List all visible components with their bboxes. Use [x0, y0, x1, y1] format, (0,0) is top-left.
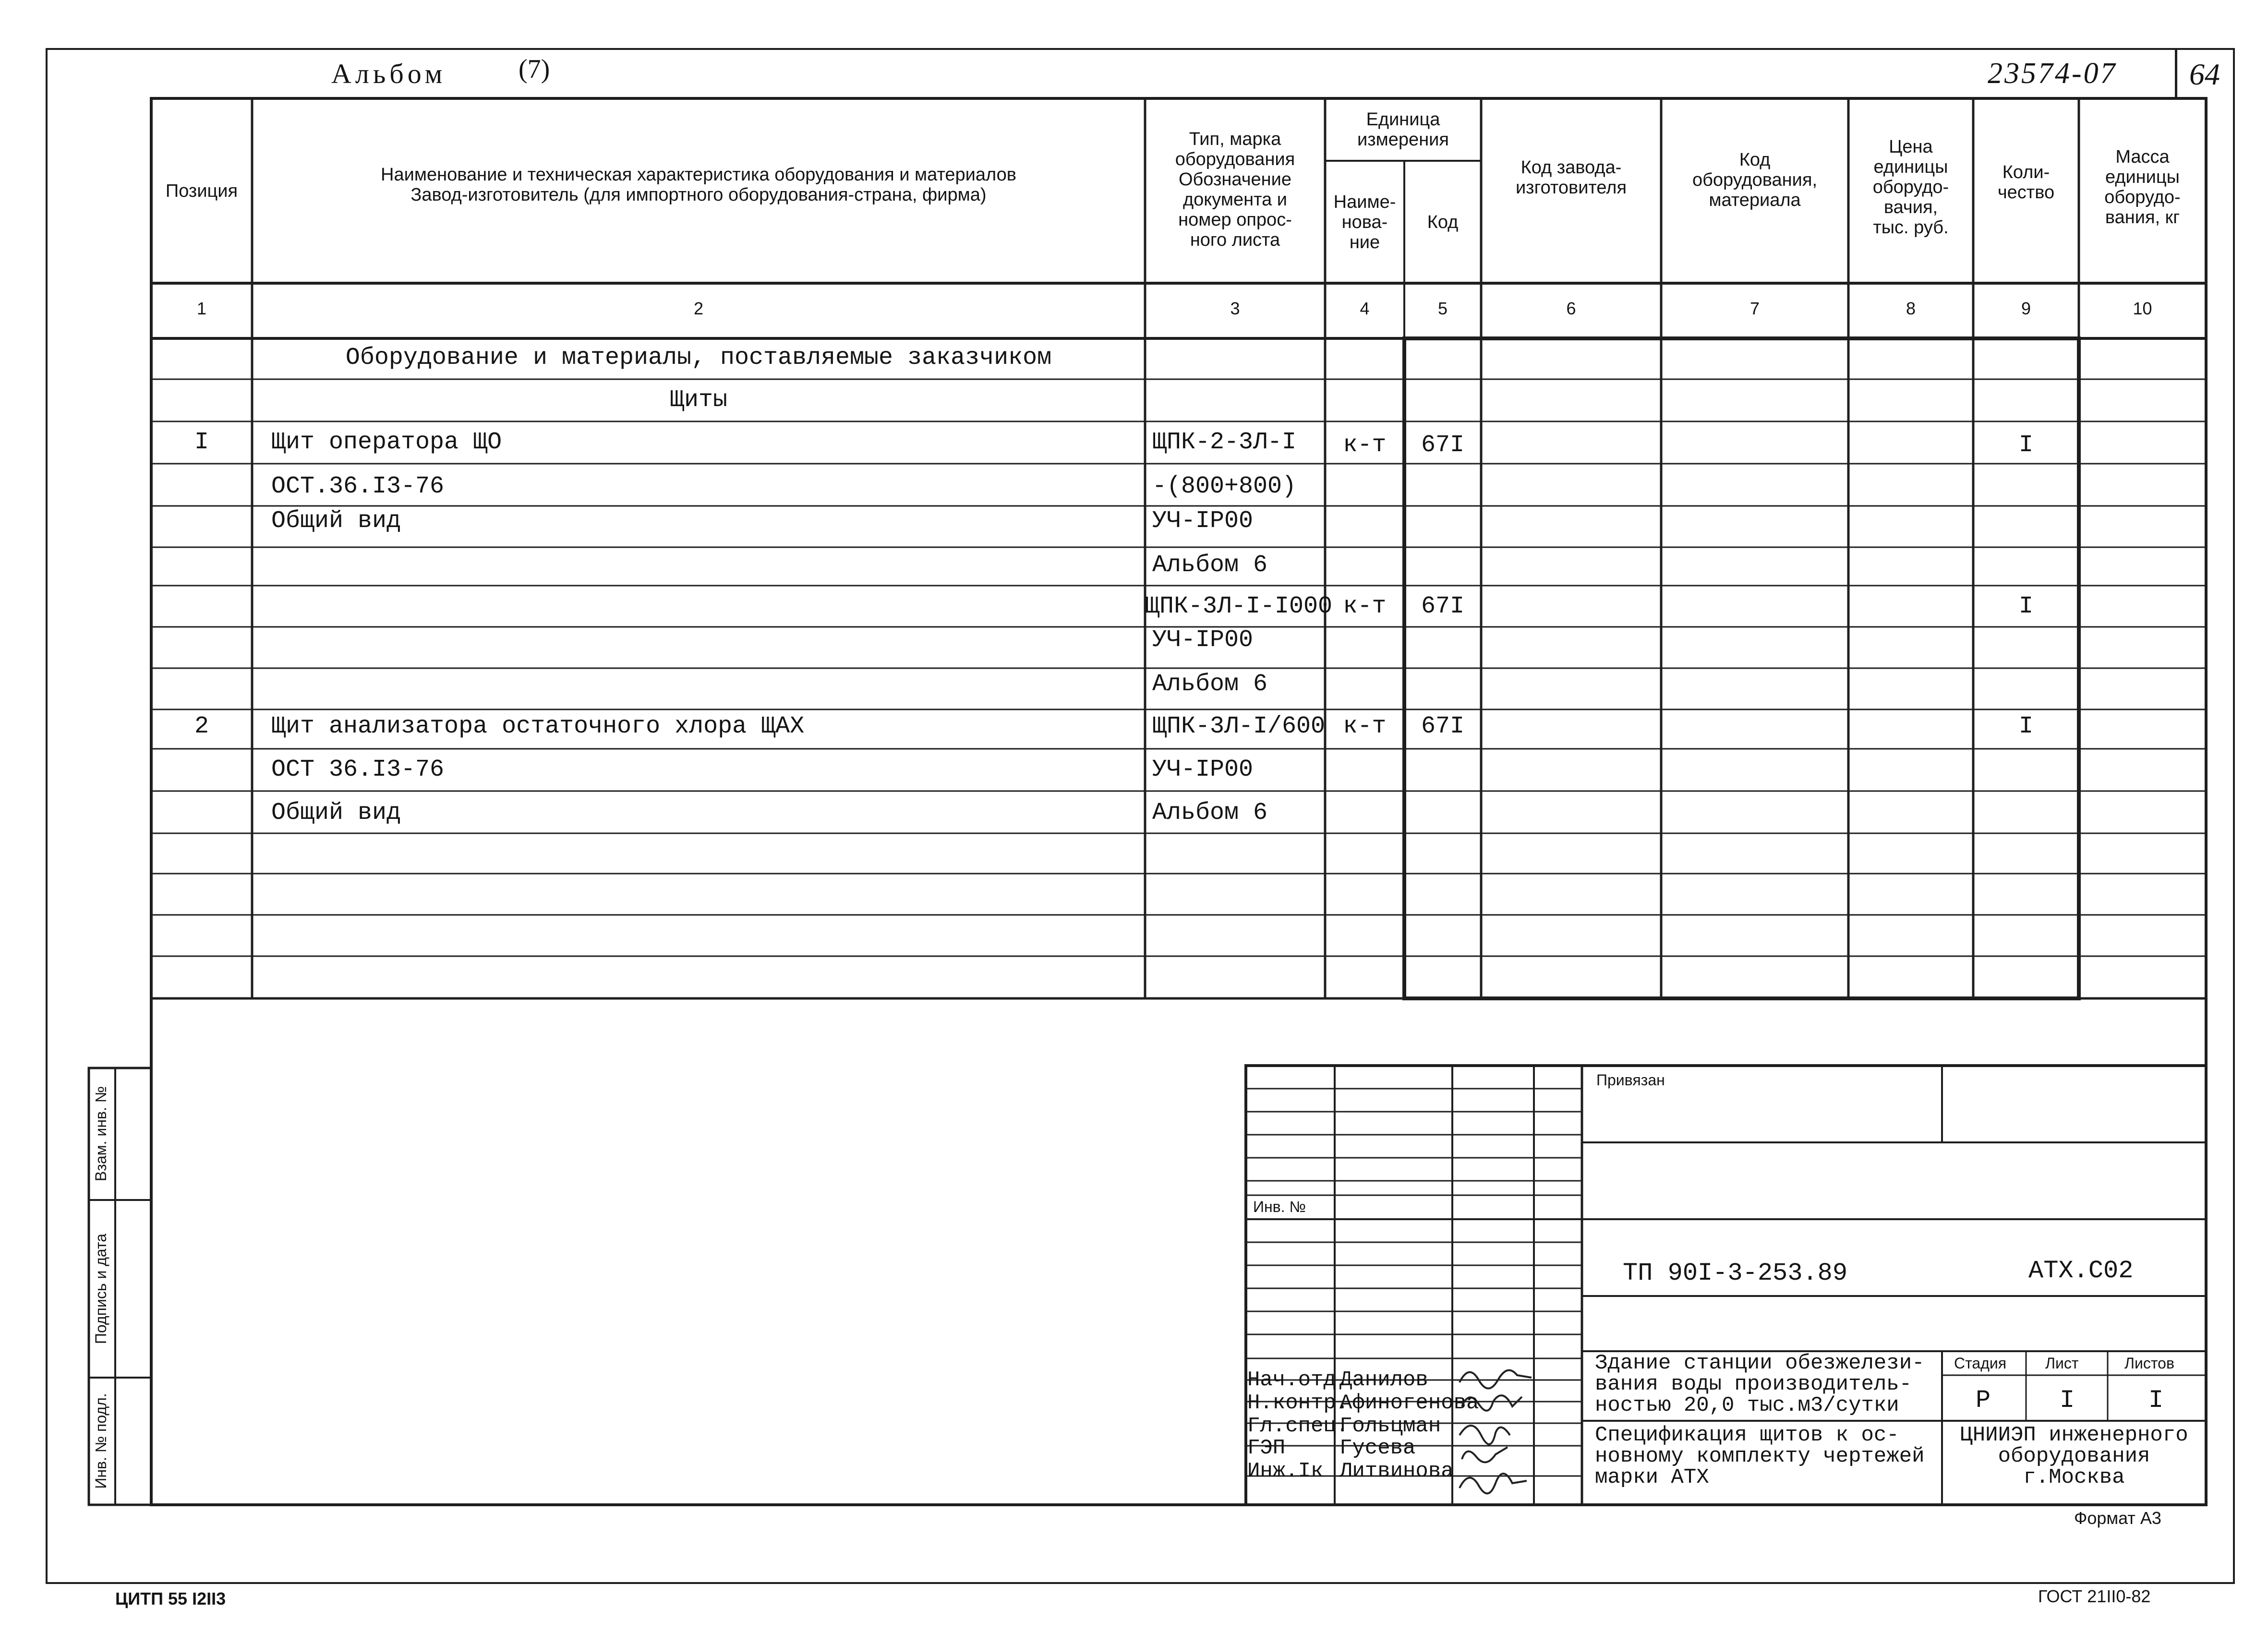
colnum-5: 5	[1437, 299, 1448, 318]
tb-mark: АТХ.С02	[2028, 1257, 2134, 1285]
tb-stage-label: Стадия	[1954, 1355, 2007, 1372]
signer-name: Гольцман	[1339, 1414, 1441, 1438]
header-unit-group: Единица измерения	[1357, 109, 1449, 150]
row-unit: к-т	[1343, 432, 1387, 459]
header-mass: Масса единицы оборудо- вания, кг	[2104, 147, 2181, 228]
album-label: Альбом	[331, 58, 446, 89]
row-quantity: I	[2018, 593, 2033, 620]
tb-sheets: I	[2148, 1386, 2164, 1415]
row-name: Щит оператора ЩО	[271, 429, 502, 456]
tb-building: Здание станции обезжелези- вания воды производитель- ностью 20,0 тыс.м3/сутки	[1595, 1351, 1925, 1417]
header-type: Тип, марка оборудования Обозначение документа и номер опрос- ного листа	[1175, 129, 1295, 250]
signer-name: Литвинова	[1339, 1459, 1454, 1483]
footer-left-code: ЦИТП 55 I2II3	[115, 1589, 226, 1608]
header-unit-price: Цена единицы оборудо- вачия, тыс. руб.	[1872, 137, 1949, 238]
colnum-7: 7	[1749, 299, 1760, 318]
colnum-6: 6	[1566, 299, 1576, 318]
header-equipment-code: Код оборудования, материала	[1692, 150, 1818, 210]
tb-doc-title: Спецификация щитов к ос- новному комплекту чертежей марки АТХ	[1595, 1423, 1925, 1489]
row-type: Альбом 6	[1152, 799, 1268, 827]
colnum-1: 1	[196, 299, 207, 318]
sheet-number: 64	[2189, 57, 2220, 91]
subsection-heading: Щиты	[669, 386, 728, 414]
row-code: 67I	[1421, 593, 1464, 620]
colnum-9: 9	[2021, 299, 2031, 318]
tb-organization: ЦНИИЭП инженерного оборудования г.Москва	[1960, 1423, 2188, 1489]
header-position: Позиция	[165, 180, 238, 201]
tb-stage: Р	[1976, 1386, 1991, 1415]
row-type: ЩПК-3Л-I-I000	[1145, 593, 1333, 620]
row-name: Общий вид	[271, 507, 401, 535]
row-quantity: I	[2018, 713, 2033, 740]
header-factory-code: Код завода- изготовителя	[1515, 157, 1627, 198]
signer-role: Н.контр.	[1247, 1391, 1349, 1415]
colnum-3: 3	[1230, 299, 1240, 318]
header-unit-code: Код	[1427, 212, 1459, 232]
tb-privyazan: Привязан	[1596, 1071, 1665, 1089]
header-name: Наименование и техническая характеристика оборудования и материалов Завод-изготовитель (для импортного оборудования-страна, фирма)	[381, 165, 1016, 205]
tb-sheets-label: Листов	[2124, 1355, 2174, 1372]
signer-role: Нач.отд.	[1247, 1368, 1349, 1392]
signer-role: Гл.спец.	[1247, 1414, 1349, 1438]
row-name: Общий вид	[271, 799, 401, 827]
row-unit: к-т	[1343, 713, 1387, 740]
signer-name: Афиногенова	[1339, 1391, 1479, 1415]
header-quantity: Коли- чество	[1997, 162, 2055, 203]
row-type: -(800+800)	[1152, 473, 1297, 500]
stamp-podpis-data: Подпись и дата	[92, 1233, 109, 1344]
header-unit-name: Наиме- нова- ние	[1333, 192, 1396, 252]
colnum-4: 4	[1360, 299, 1370, 318]
row-name: ОСТ 36.I3-76	[271, 756, 445, 783]
format-label: Формат А3	[2074, 1508, 2161, 1528]
row-type: УЧ-IР00	[1152, 507, 1254, 535]
row-code: 67I	[1421, 432, 1464, 459]
document-number: 23574-07	[1988, 57, 2117, 90]
row-quantity: I	[2018, 432, 2033, 459]
album-number: (7)	[519, 54, 550, 84]
row-code: 67I	[1421, 713, 1464, 740]
row-type: Альбом 6	[1152, 552, 1268, 579]
row-position: I	[194, 429, 209, 456]
colnum-8: 8	[1906, 299, 1916, 318]
row-name: Щит анализатора остаточного хлора ЩАХ	[271, 713, 805, 740]
signer-role: Инж.Iк	[1247, 1459, 1324, 1483]
footer-standard: ГОСТ 21II0-82	[2038, 1586, 2151, 1606]
tb-sheet: I	[2060, 1386, 2075, 1415]
row-type: УЧ-IР00	[1152, 756, 1254, 783]
row-type: ЩПК-2-3Л-I	[1152, 429, 1297, 456]
signer-name: Гусева	[1339, 1436, 1416, 1460]
row-type: УЧ-IР00	[1152, 626, 1254, 654]
tb-inv-no: Инв. №	[1253, 1198, 1306, 1215]
section-heading: Оборудование и материалы, поставляемые заказчиком	[345, 344, 1052, 372]
tb-project-code: ТП 90I-3-253.89	[1623, 1259, 1848, 1287]
signature-scribbles	[1460, 1370, 1532, 1494]
tb-sheet-label: Лист	[2045, 1355, 2079, 1372]
signer-name: Данилов	[1339, 1368, 1428, 1392]
row-type: ЩПК-3Л-I/600	[1152, 713, 1326, 740]
stamp-vzam-inv: Взам. инв. №	[92, 1086, 109, 1182]
row-type: Альбом 6	[1152, 671, 1268, 698]
stamp-inv-podl: Инв. № подл.	[92, 1393, 109, 1489]
row-unit: к-т	[1343, 593, 1387, 620]
colnum-2: 2	[693, 299, 704, 318]
row-position: 2	[194, 713, 209, 740]
row-name: ОСТ.36.I3-76	[271, 473, 445, 500]
signer-role: ГЭП	[1247, 1436, 1286, 1460]
colnum-10: 10	[2133, 299, 2152, 318]
